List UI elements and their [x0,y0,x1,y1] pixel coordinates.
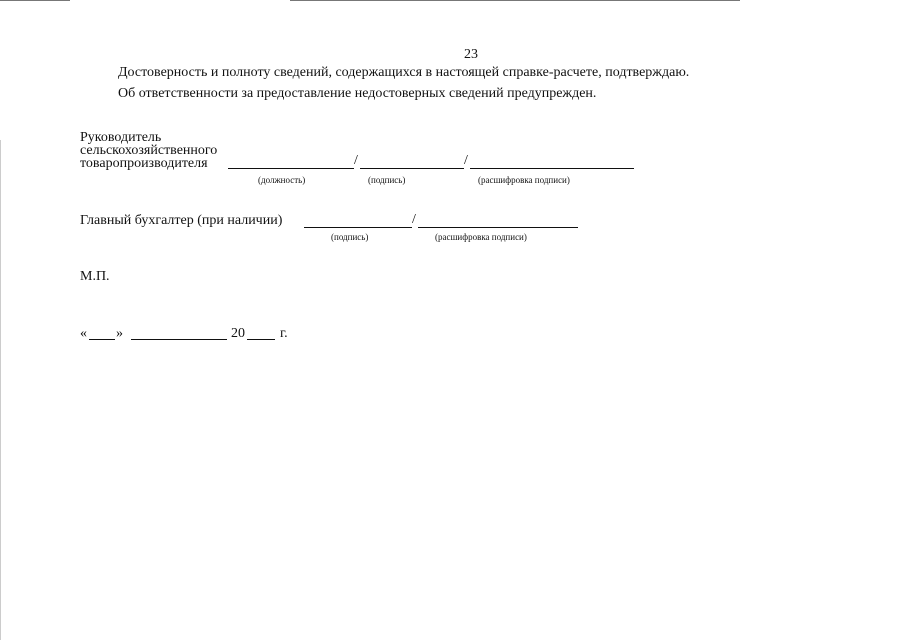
date-close-quote: » [116,326,123,341]
head-caption-position: (должность) [258,175,306,185]
date-year-prefix: 20 [231,326,245,341]
head-signature-line[interactable] [360,168,464,169]
accountant-decoding-line[interactable] [418,227,578,228]
head-separator-1: / [354,153,358,168]
head-label-line-1: Руководитель [80,130,162,145]
date-day-line[interactable] [89,339,115,340]
statement-line-2: Об ответственности за предоставление недостоверных сведений предупрежден. [118,86,597,101]
head-separator-2: / [464,153,468,168]
date-open-quote: « [80,326,87,341]
stamp-label: М.П. [80,269,110,284]
statement-line-1: Достоверность и полноту сведений, содержащихся в настоящей справке-расчете, подтверждаю. [118,65,690,80]
scan-edge-top-left [0,0,70,1]
head-caption-decoding: (расшифровка подписи) [478,175,570,185]
accountant-signature-line[interactable] [304,227,412,228]
date-year-suffix: г. [280,326,288,341]
accountant-caption-decoding: (расшифровка подписи) [435,232,527,242]
head-caption-signature: (подпись) [368,175,406,185]
accountant-label: Главный бухгалтер (при наличии) [80,213,283,228]
date-year-line[interactable] [247,339,275,340]
scan-edge-top-right [290,0,740,1]
head-label-line-3: товаропроизводителя [80,156,208,171]
head-decoding-line[interactable] [470,168,634,169]
page-number: 23 [464,47,478,62]
scan-edge-left [0,140,1,640]
head-position-line[interactable] [228,168,354,169]
date-month-line[interactable] [131,339,227,340]
accountant-separator: / [412,212,416,227]
accountant-caption-signature: (подпись) [331,232,369,242]
head-label-line-2: сельскохозяйственного [80,143,218,158]
